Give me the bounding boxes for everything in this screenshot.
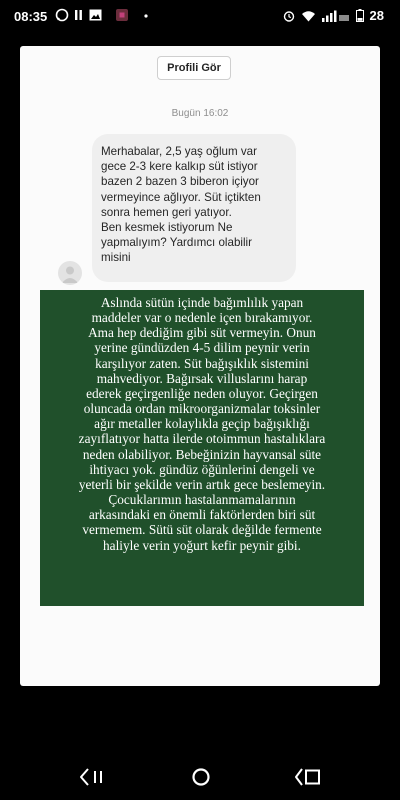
whatsapp-icon [55,8,69,22]
battery-level: 28 [369,8,384,23]
navigation-bar [0,744,400,800]
status-bar [0,0,400,34]
recent-apps-icon[interactable] [78,766,108,788]
signal-icon [322,10,350,22]
image-icon [89,9,102,21]
dot-icon [142,8,150,22]
app-icon [115,8,129,22]
battery-icon [356,9,364,22]
reply-text: Aslında sütün içinde bağımlılık yapan maddeler var o nedenle içen bırakamıyor. Ama hep dediğim gibi süt vermeyin. Onun yerine gündüzden 4-5 dilim peynir verin karşılıyor zaten. Süt bağışıklık sistemini mahvediyor. Bağırsak villuslarını harap ederek geçirgenliğe neden oluyor. Geçirgen oluncada ordan mikroorganizmalar toksinler ağır metaller kolaylıkla geçip bağışıklığı zayıflatıyor hatta ilerde otoimmun hastalıklara neden olabiliyor. Bebeğinizin hayvansal süte ihtiyacı yok. gündüz öğünlerini dengeli ve yeterli bir şekilde verin artık gece beslemeyin. Çocuklarımın hastalanmamalarının arkasındaki en önemli faktörlerden biri süt vermemem. Sütü süt olarak değilde fermente haliyle verin yoğurt kefir peynir gibi. [78,295,326,553]
status-right [283,8,384,23]
home-icon[interactable] [186,766,216,788]
avatar[interactable] [58,261,82,285]
user-icon [58,261,82,285]
message-timestamp: Bugün 16:02 [171,108,229,119]
status-time: 08:35 [14,9,48,24]
wifi-icon [301,10,316,22]
alarm-icon [283,10,295,22]
notification-icons [55,8,150,22]
view-profile-button[interactable]: Profili Gör [157,56,231,80]
reply-text-overlay [40,290,364,606]
back-icon[interactable] [294,766,324,788]
music-icon [74,8,84,22]
message-bubble: Merhabalar, 2,5 yaş oğlum var gece 2-3 kere kalkıp süt istiyor bazen 2 bazen 3 biberon içiyor vermeyince ağlıyor. Süt içtikten sonra hemen geri yatıyor. Ben kesmek istiyorum Ne yapmalıyım? Yardımcı olabilir misini [92,134,296,282]
